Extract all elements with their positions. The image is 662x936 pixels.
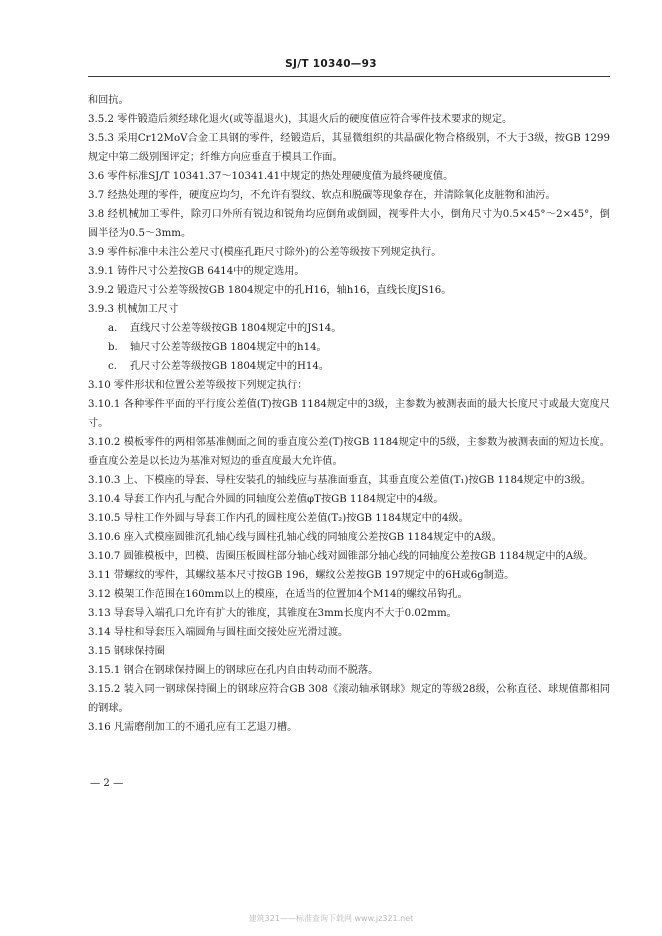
paragraph: 3.8 经机械加工零件，除刃口外所有锐边和锐角均应倒角或倒圆，视零件大小，倒角尺寸为0.5×45°～2×45°，倒圆半径为0.5～3mm。	[88, 209, 610, 239]
header-rule	[88, 76, 610, 77]
paragraph: 3.16 凡需磨削加工的不通孔应有工艺退刀槽。	[88, 722, 298, 733]
list-item	[88, 319, 610, 338]
list-item-text: 孔尺寸公差等级按GB 1804规定中的H14。	[130, 361, 330, 372]
list-item-label: a.	[108, 323, 118, 334]
paragraph: 3.10.3 上、下模座的导套、导柱安装孔的轴线应与基准面垂直，其垂直度公差值(T₁)按GB 1184规定中的3级。	[88, 475, 592, 486]
document-header: SJ/T 10340—93	[285, 58, 377, 70]
paragraph: 3.12 模架工作范围在160mm以上的模座，在适当的位置加4个M14的螺纹吊钩孔。	[88, 589, 468, 600]
paragraph: 3.13 导套导入端孔口允许有扩大的锥度，其锥度在3mm长度内不大于0.02mm。	[88, 608, 457, 619]
list-item	[88, 357, 610, 376]
paragraph: 3.6 零件标准SJ/T 10341.37～10341.41中规定的热处理硬度值为最终硬度值。	[88, 171, 454, 182]
paragraph: 3.10.1 各种零件平面的平行度公差值(T)按GB 1184规定中的3级，主参数为被测表面的最大长度尺寸或最大宽度尺寸。	[88, 399, 610, 429]
paragraph: 和回抗。	[88, 95, 129, 106]
list-item-text: 轴尺寸公差等级按GB 1804规定中的h14。	[130, 342, 327, 353]
paragraph: 3.9 零件标准中未注公差尺寸(模座孔距尺寸除外)的公差等级按下列规定执行。	[88, 247, 442, 258]
list-item-label: c.	[108, 361, 117, 372]
paragraph: 3.15.1 钢合在钢球保持圈上的钢球应在孔内自由转动而不脱落。	[88, 665, 379, 676]
paragraph: 3.9.2 锻造尺寸公差等级按GB 1804规定中的孔H16，轴h16，直线长度JS16。	[88, 285, 452, 296]
paragraph: 3.14 导柱和导套压入端圆角与圆柱面交接处应光滑过渡。	[88, 627, 349, 638]
paragraph: 3.15 钢球保持圈	[88, 646, 165, 657]
paragraph: 3.5.2 零件锻造后须经球化退火(或等温退火)，其退火后的硬度值应符合零件技术要求的规定。	[88, 114, 513, 125]
paragraph: 3.10 零件形状和位置公差等级按下列规定执行：	[88, 380, 308, 391]
list-item-text: 直线尺寸公差等级按GB 1804规定中的JS14。	[130, 323, 342, 334]
paragraph: 3.10.5 导柱工作外圆与导套工作内孔的圆柱度公差值(T₂)按GB 1184规定中的4级。	[88, 513, 469, 524]
paragraph: 3.9.3 机械加工尺寸	[88, 304, 179, 315]
list-item-label: b.	[108, 342, 118, 353]
paragraph: 3.7 经热处理的零件，硬度应均匀，不允许有裂纹、软点和脱碳等现象存在，并清除氧化皮脏物和油污。	[88, 190, 556, 201]
watermark: 建筑321——标准查询下载网 www.jz321.net	[248, 914, 414, 923]
page-number: — 2 —	[90, 778, 124, 789]
list-item	[88, 338, 610, 357]
paragraph: 3.15.2 装入同一钢球保持圈上的钢球应符合GB 308《滚动轴承钢球》规定的等级28级，公称直径、球规值都相同的钢球。	[88, 684, 610, 714]
paragraph: 3.10.7 圆锥模板中，凹模、齿圈压板圆柱部分轴心线对圆锥部分轴心线的同轴度公差按GB 1184规定中的A级。	[88, 551, 594, 562]
paragraph: 3.10.2 模板零件的两相邻基准侧面之间的垂直度公差(T)按GB 1184规定中的5级，主参数为被测表面的短边长度。垂直度公差是以长边为基准对短边的垂直度最大允许值。	[88, 437, 610, 467]
document-body	[88, 91, 610, 737]
paragraph: 3.5.3 采用Cr12MoV合金工具钢的零件，经锻造后，其显微组织的共晶碳化物合格级别，不大于3级，按GB 1299规定中第二级别图评定；纤维方向应垂直于模具工作面。	[88, 133, 610, 163]
paragraph: 3.9.1 铸件尺寸公差按GB 6414中的规定选用。	[88, 266, 305, 277]
paragraph: 3.11 带螺纹的零件，其螺纹基本尺寸按GB 196，螺纹公差按GB 197规定中的6H或6g制造。	[88, 570, 515, 581]
paragraph: 3.10.4 导套工作内孔与配合外圆的同轴度公差值φT按GB 1184规定中的4级。	[88, 494, 444, 505]
paragraph: 3.10.6 座入式模座圆锥沉孔轴心线与圆柱孔轴心线的同轴度公差按GB 1184规定中的A级。	[88, 532, 502, 543]
